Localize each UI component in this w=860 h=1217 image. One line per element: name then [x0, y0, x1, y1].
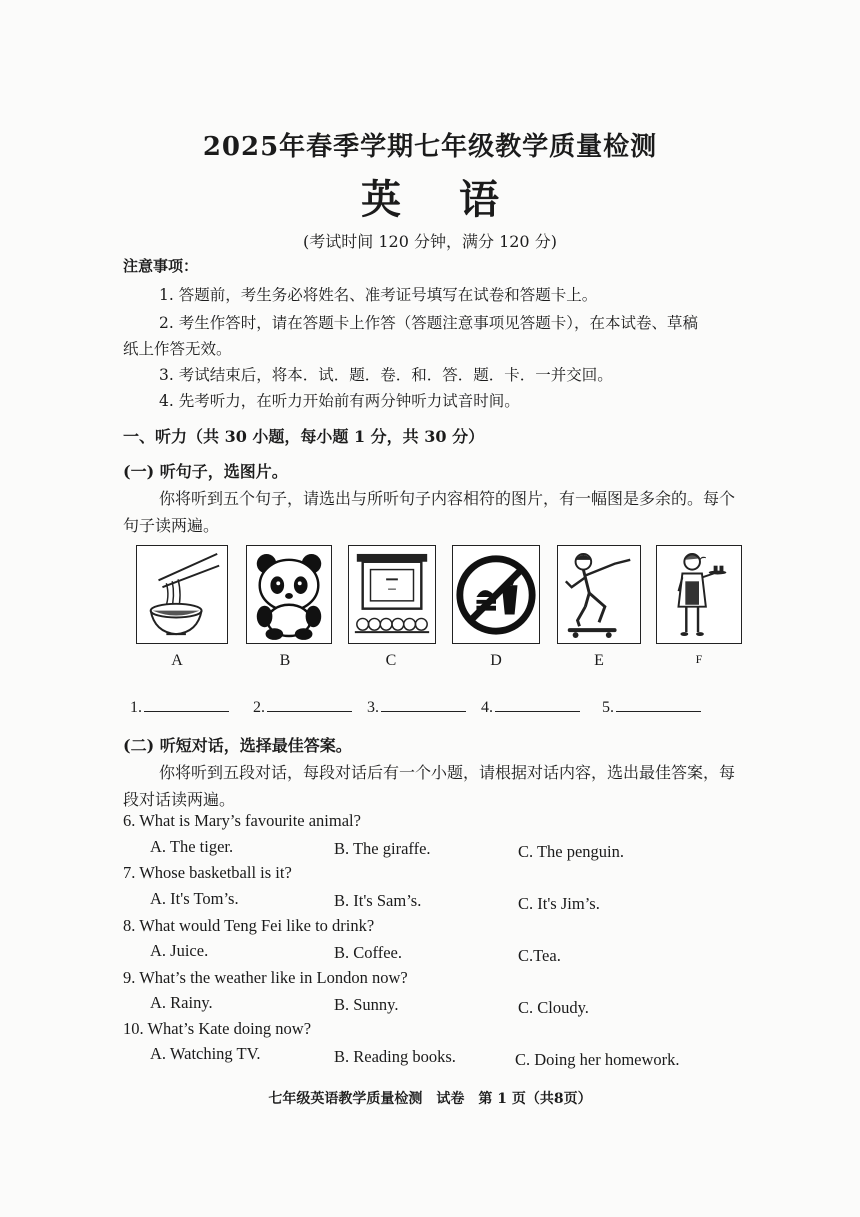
blank-line[interactable] [495, 697, 580, 712]
blank-number: 5. [602, 699, 614, 716]
blank-line[interactable] [381, 697, 466, 712]
option-c[interactable]: C.Tea. [518, 946, 561, 965]
option-a[interactable]: A. The tiger. [150, 837, 234, 856]
tv-screen-icon [349, 546, 435, 643]
option-b[interactable]: B. It's Sam’s. [334, 891, 422, 910]
answer-blank[interactable] [130, 697, 229, 717]
notice-item: 纸上作答无效。 [123, 340, 232, 358]
part2-instruction-cont: 段对话读两遍。 [123, 790, 236, 809]
blank-number: 4. [481, 699, 493, 716]
waitress-icon [657, 546, 741, 643]
option-c[interactable]: C. Cloudy. [518, 998, 589, 1017]
picture-label: C [385, 652, 397, 669]
blank-line[interactable] [144, 697, 229, 712]
blank-number: 1. [130, 699, 142, 716]
answer-blank[interactable] [602, 697, 701, 717]
part2-heading: (二) 听短对话，选择最佳答案。 [123, 736, 352, 755]
notice-item: 2. 考生作答时，请在答题卡上作答（答题注意事项见答题卡），在本试卷、草稿 [159, 314, 698, 332]
notice-heading: 注意事项： [123, 257, 199, 275]
picture-label: B [279, 652, 291, 669]
part1-heading: (一) 听句子，选图片。 [123, 462, 288, 481]
section-heading-listening: 一、听力（共 30 小题，每小题 1 分，共 30 分） [123, 427, 485, 446]
question-7: 7. Whose basketball is it? [123, 863, 292, 882]
picture-label: E [594, 652, 604, 669]
answer-blank[interactable] [481, 697, 580, 717]
option-c[interactable]: C. The penguin. [518, 842, 625, 861]
skateboarder-icon [558, 546, 640, 643]
question-9: 9. What’s the weather like in London now? [123, 968, 408, 987]
exam-info: (考试时间 120 分钟，满分 120 分) [303, 232, 557, 251]
option-b[interactable]: B. Sunny. [334, 995, 399, 1014]
no-junk-food-icon [453, 546, 539, 643]
part1-instruction-cont: 句子读两遍。 [123, 516, 220, 535]
picture-e [557, 545, 641, 644]
page-footer: 七年级英语教学质量检测 试卷 第 1 页（共8页） [268, 1091, 592, 1107]
question-8: 8. What would Teng Fei like to drink? [123, 916, 375, 935]
blank-number: 3. [367, 699, 379, 716]
picture-b [246, 545, 332, 644]
noodles-bowl-icon [137, 546, 227, 643]
picture-label: F [695, 652, 703, 666]
panda-icon [247, 546, 331, 643]
part2-instruction: 你将听到五段对话，每段对话后有一个小题，请根据对话内容，选出最佳答案，每 [159, 763, 736, 782]
option-a[interactable]: A. It's Tom’s. [150, 889, 239, 908]
option-c[interactable]: C. It's Jim’s. [518, 894, 600, 913]
blank-line[interactable] [267, 697, 352, 712]
question-6: 6. What is Mary’s favourite animal? [123, 811, 361, 830]
answer-blank[interactable] [367, 697, 466, 717]
option-b[interactable]: B. Coffee. [334, 943, 402, 962]
notice-item: 4. 先考听力，在听力开始前有两分钟听力试音时间。 [159, 392, 520, 410]
picture-label: A [171, 652, 183, 669]
option-a[interactable]: A. Juice. [150, 941, 209, 960]
notice-item: 1. 答题前，考生务必将姓名、准考证号填写在试卷和答题卡上。 [159, 286, 598, 304]
picture-c [348, 545, 436, 644]
picture-f [656, 545, 742, 644]
subject-title: 英 语 [361, 176, 521, 223]
option-a[interactable]: A. Watching TV. [150, 1044, 261, 1063]
exam-title: 2025年春季学期七年级教学质量检测 [202, 132, 658, 162]
question-10: 10. What’s Kate doing now? [123, 1019, 312, 1038]
picture-d [452, 545, 540, 644]
option-a[interactable]: A. Rainy. [150, 993, 213, 1012]
part1-instruction: 你将听到五个句子，请选出与所听句子内容相符的图片，有一幅图是多余的。每个 [159, 489, 736, 508]
option-b[interactable]: B. The giraffe. [334, 839, 431, 858]
option-b[interactable]: B. Reading books. [334, 1047, 456, 1066]
answer-blank[interactable] [253, 697, 352, 717]
option-c[interactable]: C. Doing her homework. [515, 1050, 680, 1069]
notice-item: 3. 考试结束后，将本．试．题．卷．和．答．题．卡．一并交回。 [159, 366, 613, 384]
blank-line[interactable] [616, 697, 701, 712]
picture-label: D [490, 652, 502, 669]
blank-number: 2. [253, 699, 265, 716]
picture-a [136, 545, 228, 644]
